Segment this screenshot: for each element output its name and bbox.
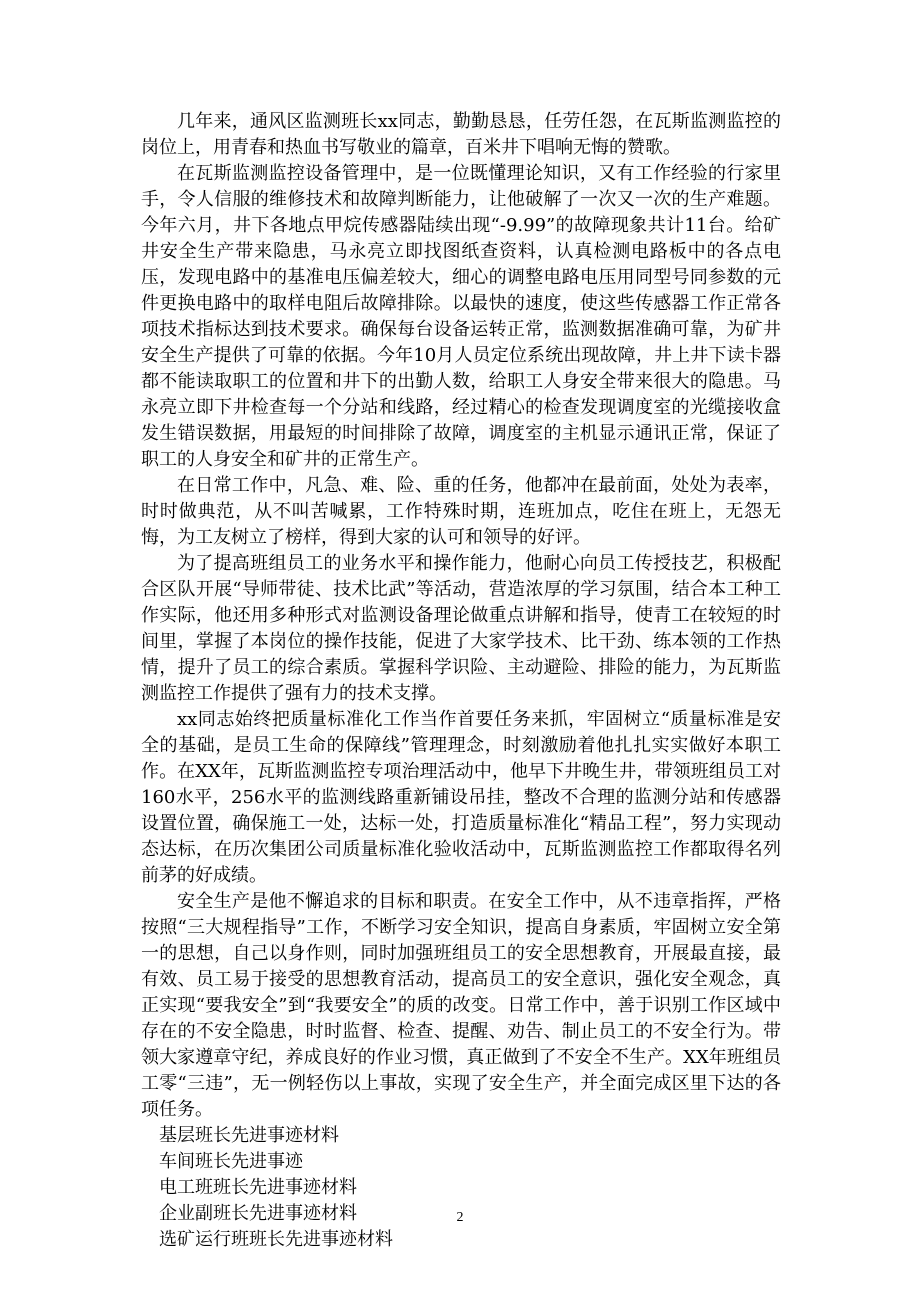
paragraph-intro: 几年来，通风区监测班长xx同志，勤勤恳恳，任劳任怨，在瓦斯监测监控的岗位上，用青春和热血书写敬业的篇章，百米井下唱响无悔的赞歌。 bbox=[141, 111, 781, 158]
related-links-list bbox=[141, 1123, 781, 1253]
paragraph-quality-standard: xx同志始终把质量标准化工作当作首要任务来抓，牢固树立“质量标准是安全的基础，是员工生命的保障线”管理理念，时刻激励着他扎扎实实做好本职工作。在XX年，瓦斯监测监控专项治理活动中，他早下井晚生井，带领班组员工对160水平，256水平的监测线路重新铺设吊挂，整改不合理的监测分站和传感器设置位置，确保施工一处，达标一处，打造质量标准化“精品工程”，努力实现动态达标，在历次集团公司质量标准化验收活动中，瓦斯监测监控工作都取得名列前茅的好成绩。 bbox=[141, 709, 781, 886]
page-number: 2 bbox=[456, 1210, 464, 1225]
related-link[interactable]: 选矿运行班班长先进事迹材料 bbox=[159, 1229, 393, 1250]
paragraph-daily-work: 在日常工作中，凡急、难、险、重的任务，他都冲在最前面，处处为表率，时时做典范，从不叫苦喊累，工作特殊时期，连班加点，吃住在班上，无怨无悔，为工友树立了榜样，得到大家的认可和领导的好评。 bbox=[141, 475, 781, 548]
paragraph-equipment-management: 在瓦斯监测监控设备管理中，是一位既懂理论知识，又有工作经验的行家里手，令人信服的维修技术和故障判断能力，让他破解了一次又一次的生产难题。今年六月，井下各地点甲烷传感器陆续出现“-9.99”的故障现象共计11台。给矿井安全生产带来隐患，马永亮立即找图纸查资料，认真检测电路板中的各点电压，发现电路中的基准电压偏差较大，细心的调整电路电压用同型号同参数的元件更换电路中的取样电阻后故障排除。以最快的速度，使这些传感器工作正常各项技术指标达到技术要求。确保每台设备运转正常，监测数据准确可靠，为矿井安全生产提供了可靠的依据。今年10月人员定位系统出现故障，井上井下读卡器都不能读取职工的位置和井下的出勤人数，给职工人身安全带来很大的隐患。马永亮立即下井检查每一个分站和线路，经过精心的检查发现调度室的光缆接收盒发生错误数据，用最短的时间排除了故障，调度室的主机显示通讯正常，保证了职工的人身安全和矿井的正常生产。 bbox=[141, 163, 781, 470]
related-link[interactable]: 企业副班长先进事迹材料 bbox=[159, 1203, 357, 1224]
related-link[interactable]: 电工班班长先进事迹材料 bbox=[159, 1177, 357, 1198]
related-link[interactable]: 基层班长先进事迹材料 bbox=[159, 1125, 339, 1146]
related-link[interactable]: 车间班长先进事迹 bbox=[159, 1151, 303, 1172]
paragraph-training: 为了提高班组员工的业务水平和操作能力，他耐心向员工传授技艺，积极配合区队开展“导师带徒、技术比武”等活动，营造浓厚的学习氛围，结合本工种工作实际，他还用多种形式对监测设备理论做重点讲解和指导，使青工在较短的时间里，掌握了本岗位的操作技能，促进了大家学技术、比干劲、练本领的工作热情，提升了员工的综合素质。掌握科学识险、主动避险、排险的能力，为瓦斯监测监控工作提供了强有力的技术支撑。 bbox=[141, 553, 781, 704]
paragraph-safety: 安全生产是他不懈追求的目标和职责。在安全工作中，从不违章指挥，严格按照“三大规程指导”工作，不断学习安全知识，提高自身素质，牢固树立安全第一的思想，自己以身作则，同时加强班组员工的安全思想教育，开展最直接，最有效、员工易于接受的思想教育活动，提高员工的安全意识，强化安全观念，真正实现“要我安全”到“我要安全”的质的改变。日常工作中，善于识别工作区域中存在的不安全隐患，时时监督、检查、提醒、劝告、制止员工的不安全行为。带领大家遵章守纪，养成良好的作业习惯，真正做到了不安全不生产。XX年班组员工零“三违”，无一例轻伤以上事故，实现了安全生产，并全面完成区里下达的各项任务。 bbox=[141, 891, 781, 1120]
document-body bbox=[141, 109, 781, 1253]
